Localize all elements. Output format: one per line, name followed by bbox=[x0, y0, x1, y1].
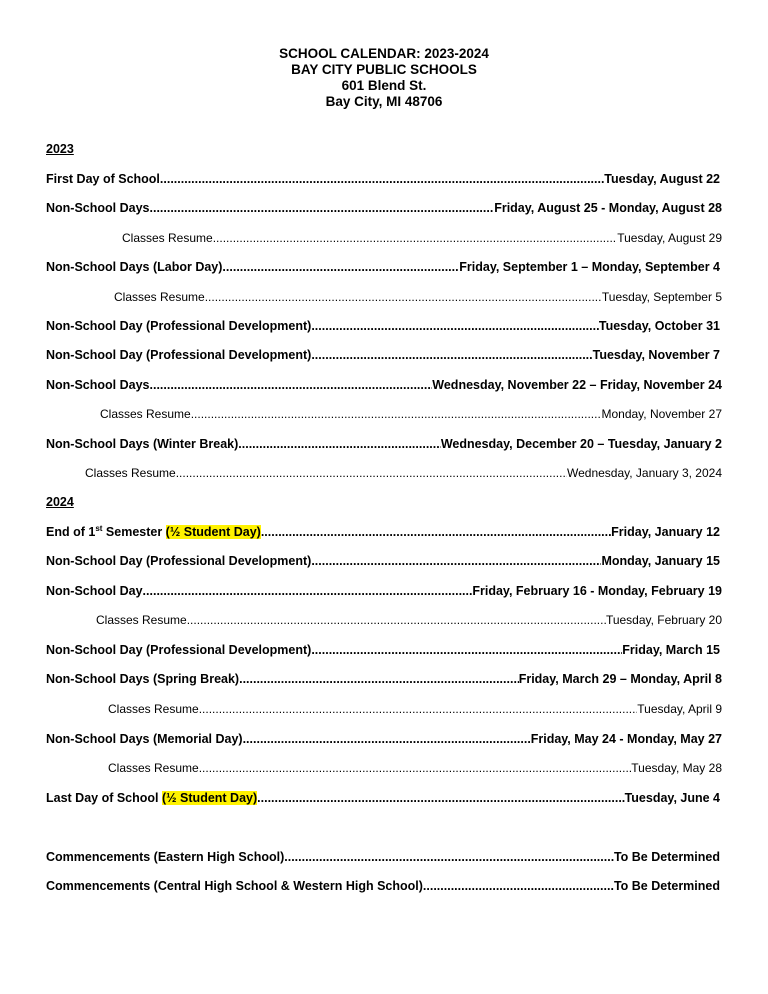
event-date: Friday, May 24 - Monday, May 27 bbox=[530, 732, 722, 746]
calendar-row bbox=[46, 377, 722, 393]
dot-leader bbox=[222, 259, 459, 275]
calendar-row bbox=[46, 583, 722, 599]
event-label: Non-School Days (Labor Day) bbox=[46, 260, 223, 274]
event-date: Wednesday, January 3, 2024 bbox=[567, 466, 722, 480]
dot-leader bbox=[243, 731, 531, 747]
calendar-row bbox=[108, 760, 722, 776]
calendar-row bbox=[46, 553, 720, 569]
event-label: Non-School Days bbox=[46, 378, 150, 392]
dot-leader bbox=[160, 171, 604, 187]
event-label: Classes Resume bbox=[96, 613, 187, 627]
dot-leader bbox=[199, 760, 632, 776]
dot-leader bbox=[284, 849, 614, 865]
event-label: First Day of School bbox=[46, 172, 160, 186]
event-label: Last Day of School (½ Student Day) bbox=[46, 791, 258, 805]
event-label: Classes Resume bbox=[108, 761, 199, 775]
event-date: To Be Determined bbox=[613, 850, 720, 864]
event-date: Tuesday, June 4 bbox=[624, 791, 720, 805]
calendar-row bbox=[46, 347, 720, 363]
calendar-row bbox=[46, 259, 720, 275]
event-date: Tuesday, August 29 bbox=[617, 231, 722, 245]
calendar-row bbox=[46, 436, 722, 452]
calendar-row bbox=[46, 524, 720, 540]
event-label: Non-School Day (Professional Development) bbox=[46, 554, 312, 568]
event-date: Tuesday, September 5 bbox=[601, 290, 722, 304]
event-date: Friday, August 25 - Monday, August 28 bbox=[494, 201, 722, 215]
calendar-row bbox=[46, 200, 722, 216]
event-date: Wednesday, November 22 – Friday, November 24 bbox=[432, 378, 722, 392]
event-date: Tuesday, May 28 bbox=[631, 761, 722, 775]
event-label: Classes Resume bbox=[85, 466, 176, 480]
event-label: Classes Resume bbox=[100, 407, 191, 421]
dot-leader bbox=[311, 347, 592, 363]
year-heading-2023: 2023 bbox=[46, 142, 74, 156]
calendar-row bbox=[46, 790, 720, 806]
event-label: Classes Resume bbox=[122, 231, 213, 245]
dot-leader bbox=[238, 436, 441, 452]
dot-leader bbox=[261, 524, 611, 540]
calendar-row bbox=[114, 289, 722, 305]
dot-leader bbox=[187, 612, 606, 628]
district-name: BAY CITY PUBLIC SCHOOLS bbox=[291, 62, 477, 77]
dot-leader bbox=[199, 701, 638, 717]
event-label: Non-School Day bbox=[46, 584, 143, 598]
dot-leader bbox=[311, 553, 601, 569]
event-label: Commencements (Central High School & Western High School) bbox=[46, 879, 423, 893]
event-label: Non-School Days (Spring Break) bbox=[46, 672, 240, 686]
event-label: Classes Resume bbox=[114, 290, 205, 304]
dot-leader bbox=[191, 406, 602, 422]
event-label: Classes Resume bbox=[108, 702, 199, 716]
event-label: Non-School Day (Professional Development) bbox=[46, 348, 312, 362]
event-date: Friday, March 15 bbox=[622, 643, 720, 657]
dot-leader bbox=[257, 790, 624, 806]
calendar-row bbox=[85, 465, 722, 481]
calendar-row bbox=[46, 849, 720, 865]
half-day-highlight: (½ Student Day) bbox=[162, 791, 258, 805]
calendar-header bbox=[0, 46, 768, 110]
event-date: Tuesday, October 31 bbox=[598, 319, 720, 333]
event-date: Monday, January 15 bbox=[601, 554, 720, 568]
city-address: Bay City, MI 48706 bbox=[325, 94, 443, 109]
calendar-row bbox=[46, 731, 722, 747]
dot-leader bbox=[205, 289, 602, 305]
event-label: Commencements (Eastern High School) bbox=[46, 850, 285, 864]
event-label: Non-School Days (Memorial Day) bbox=[46, 732, 243, 746]
event-label: Non-School Days bbox=[46, 201, 150, 215]
event-date: Monday, November 27 bbox=[601, 407, 722, 421]
calendar-row bbox=[122, 230, 722, 246]
calendar-row bbox=[108, 701, 722, 717]
event-date: Tuesday, August 22 bbox=[604, 172, 720, 186]
calendar-row bbox=[46, 171, 720, 187]
calendar-row bbox=[46, 671, 722, 687]
event-date: Tuesday, November 7 bbox=[592, 348, 720, 362]
event-date: To Be Determined bbox=[613, 879, 720, 893]
dot-leader bbox=[311, 642, 622, 658]
event-date: Friday, January 12 bbox=[611, 525, 720, 539]
event-label: Non-School Days (Winter Break) bbox=[46, 437, 239, 451]
dot-leader bbox=[150, 200, 495, 216]
calendar-row bbox=[46, 642, 720, 658]
calendar-row bbox=[100, 406, 722, 422]
event-date: Tuesday, April 9 bbox=[637, 702, 722, 716]
dot-leader bbox=[150, 377, 433, 393]
event-label: Non-School Day (Professional Development) bbox=[46, 643, 312, 657]
dot-leader bbox=[213, 230, 618, 246]
event-date: Friday, September 1 – Monday, September 4 bbox=[459, 260, 720, 274]
year-heading-2024: 2024 bbox=[46, 495, 74, 509]
street-address: 601 Blend St. bbox=[341, 78, 427, 93]
event-label: End of 1st Semester (½ Student Day) bbox=[46, 524, 261, 539]
calendar-row bbox=[96, 612, 722, 628]
half-day-highlight: (½ Student Day) bbox=[165, 525, 261, 539]
dot-leader bbox=[176, 465, 567, 481]
event-date: Wednesday, December 20 – Tuesday, January 2 bbox=[440, 437, 722, 451]
dot-leader bbox=[423, 878, 614, 894]
dot-leader bbox=[239, 671, 519, 687]
dot-leader bbox=[311, 318, 599, 334]
calendar-row bbox=[46, 878, 720, 894]
event-label: Non-School Day (Professional Development) bbox=[46, 319, 312, 333]
calendar-row bbox=[46, 318, 720, 334]
event-date: Friday, February 16 - Monday, February 19 bbox=[472, 584, 722, 598]
event-date: Friday, March 29 – Monday, April 8 bbox=[518, 672, 722, 686]
event-date: Tuesday, February 20 bbox=[605, 613, 722, 627]
dot-leader bbox=[143, 583, 473, 599]
calendar-title: SCHOOL CALENDAR: 2023-2024 bbox=[279, 46, 489, 61]
